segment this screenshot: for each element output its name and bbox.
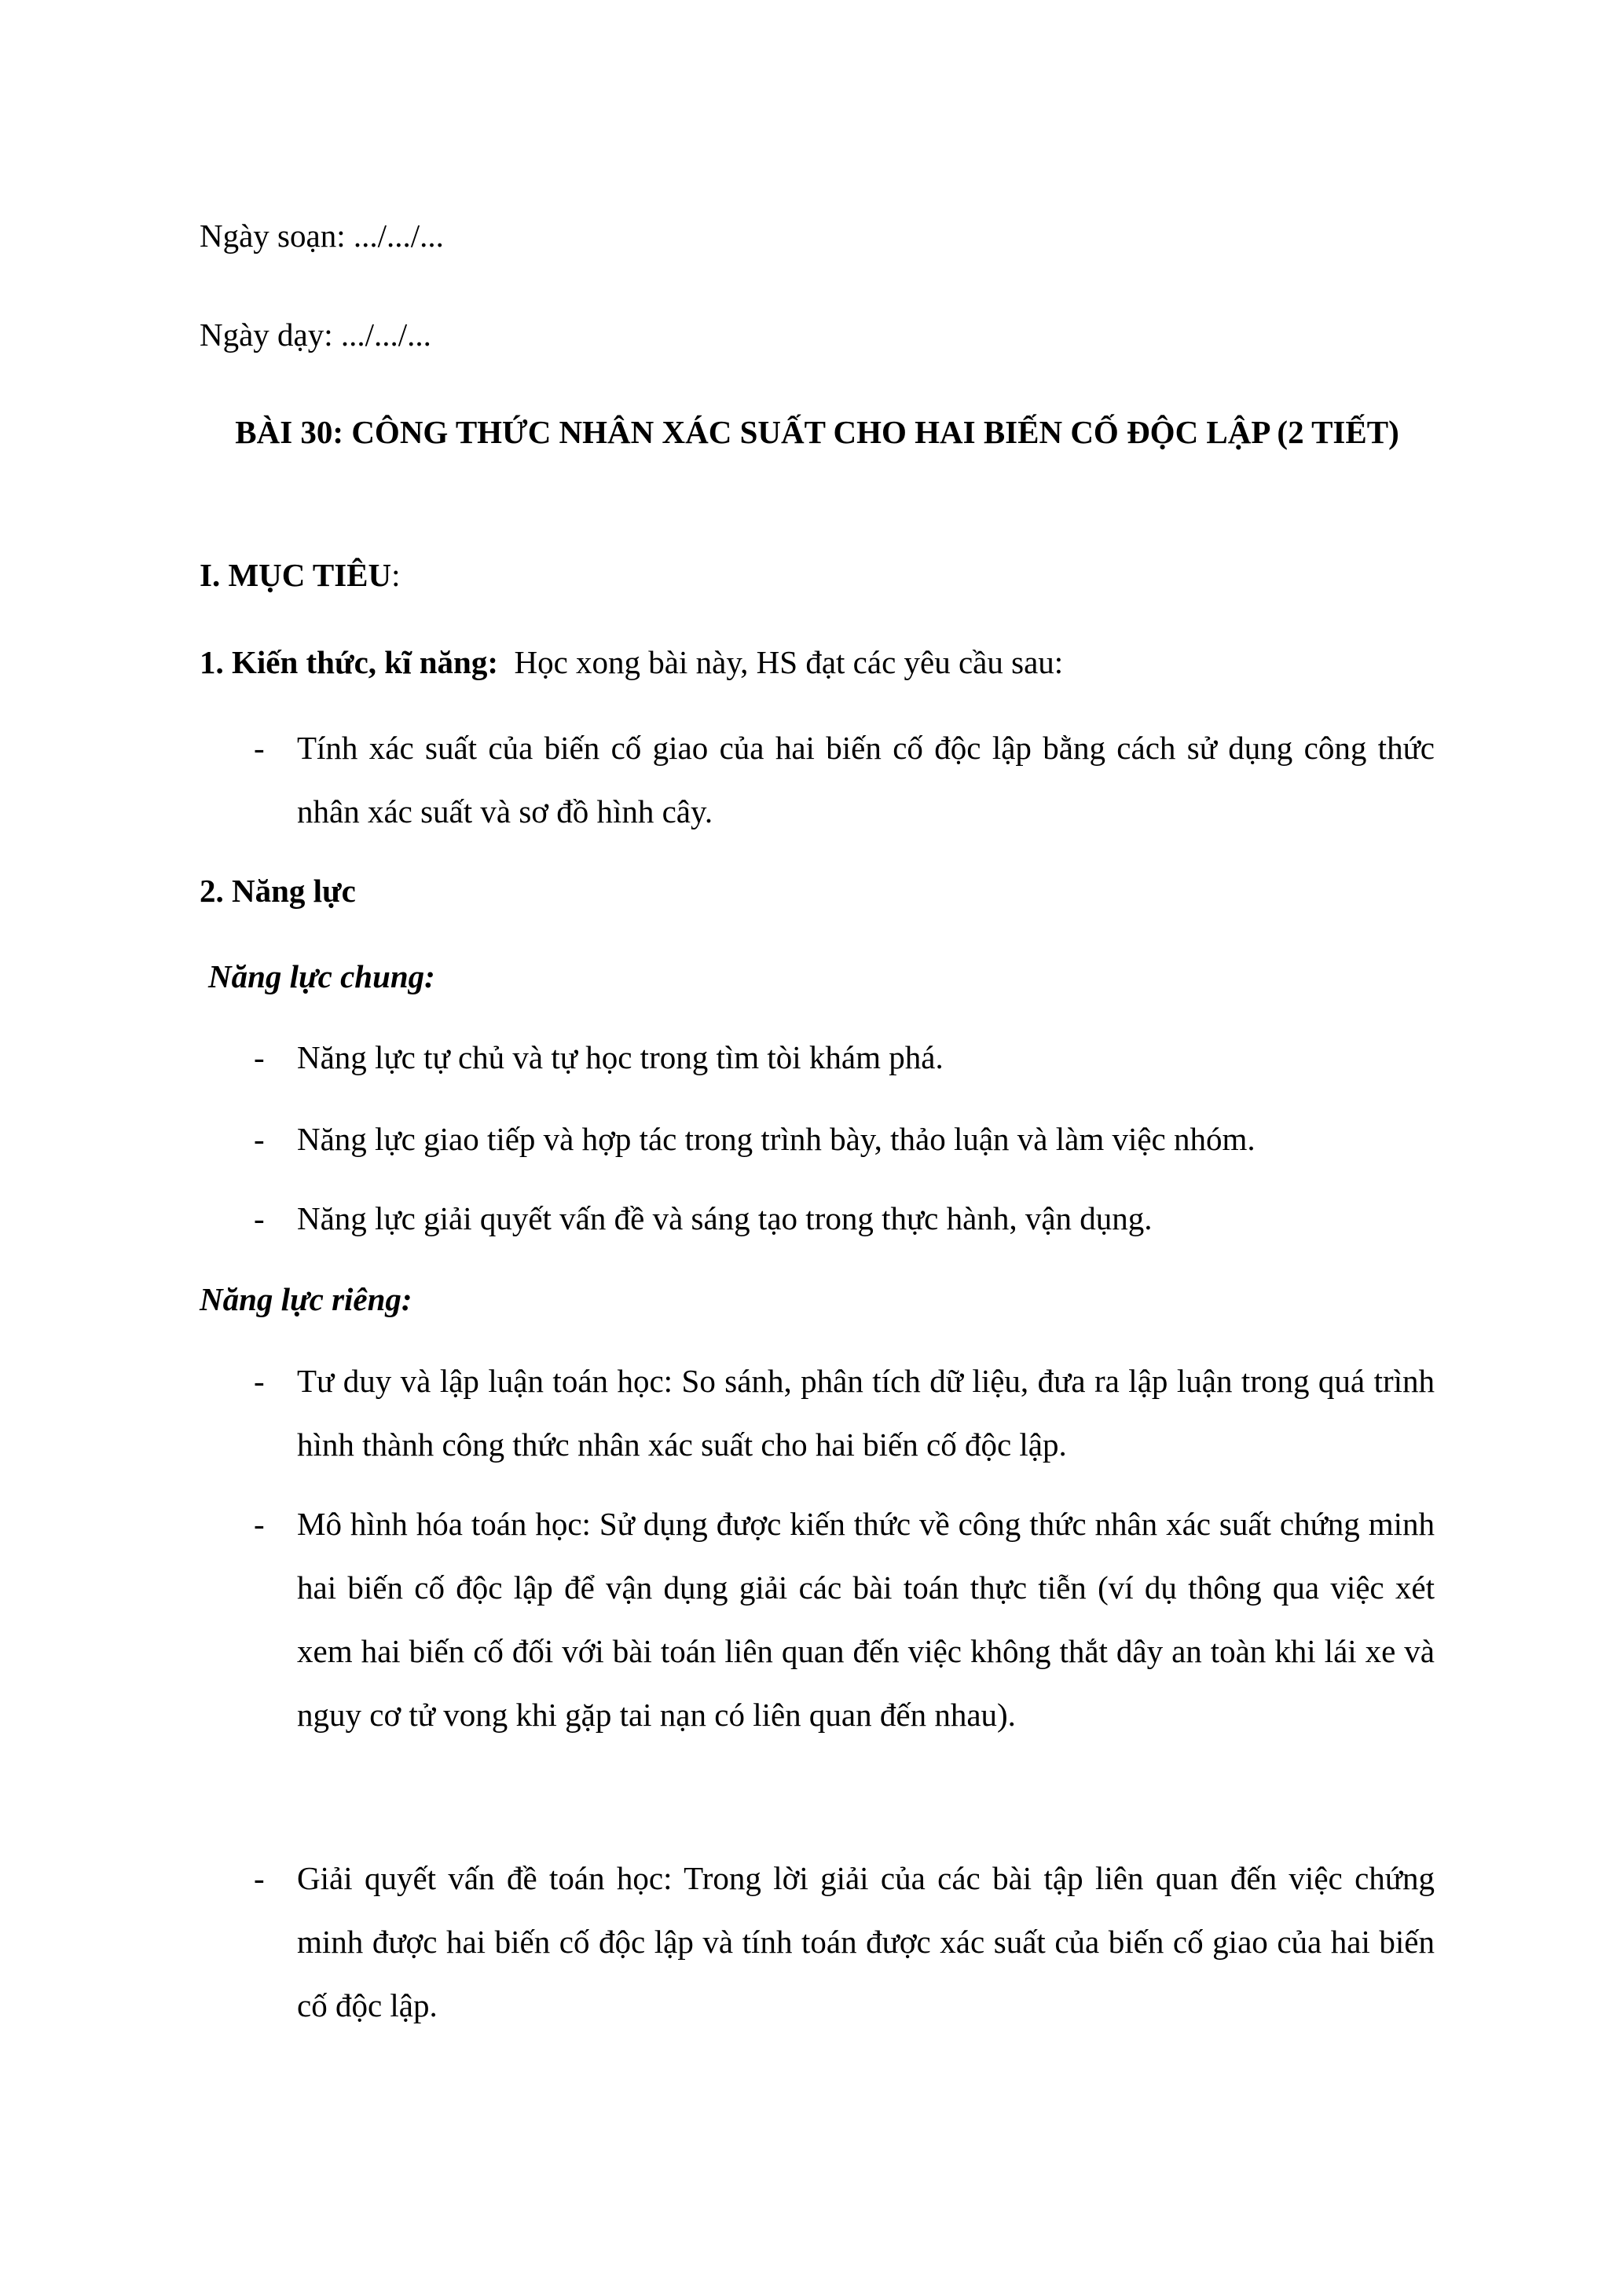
list-item <box>200 716 1435 844</box>
list-item <box>200 1847 1435 2038</box>
prep-date: Ngày soạn: .../.../... <box>200 218 444 254</box>
list-item-text: Tính xác suất của biến cố giao của hai biến cố độc lập bằng cách sử dụng công thức nhân xác suất và sơ đồ hình cây. <box>297 730 1435 829</box>
list-item-text: Năng lực giao tiếp và hợp tác trong trình bày, thảo luận và làm việc nhóm. <box>297 1121 1256 1157</box>
list-item-text: Năng lực tự chủ và tự học trong tìm tòi khám phá. <box>297 1039 944 1075</box>
list-item <box>200 1108 1435 1171</box>
colon: : <box>391 557 401 593</box>
bullet: - <box>254 730 265 766</box>
bullet: - <box>254 1506 265 1542</box>
list-item <box>200 1187 1435 1251</box>
knowledge-heading <box>200 631 1435 694</box>
bullet: - <box>254 1200 265 1236</box>
knowledge-intro: Học xong bài này, HS đạt các yêu cầu sau: <box>514 644 1064 680</box>
list-item-text: Giải quyết vấn đề toán học: Trong lời giải của các bài tập liên quan đến việc chứng minh được hai biến cố độc lập và tính toán được xác suất của biến cố giao của hai biến cố độc lập. <box>297 1860 1435 2023</box>
list-item-text: Mô hình hóa toán học: Sử dụng được kiến thức về công thức nhân xác suất chứng minh hai biến cố độc lập để vận dụng giải các bài toán thực tiễn (ví dụ thông qua việc xét xem hai biến cố đối với bài toán liên quan đến việc không thắt dây an toàn khi lái xe và nguy cơ tử vong khi gặp tai nạn có liên quan đến nhau). <box>297 1506 1435 1733</box>
section-objectives-heading <box>200 544 1435 607</box>
bullet: - <box>254 1860 265 1896</box>
objectives-label: I. MỤC TIÊU <box>200 557 392 593</box>
bullet: - <box>254 1363 265 1399</box>
lesson-title: BÀI 30: CÔNG THỨC NHÂN XÁC SUẤT CHO HAI BIẾN CỐ ĐỘC LẬP (2 TIẾT) <box>235 414 1399 450</box>
specific-competence-heading: Năng lực riêng: <box>200 1281 412 1317</box>
list-item <box>200 1492 1435 1747</box>
general-competence-heading: Năng lực chung: <box>208 958 435 994</box>
list-item-text: Tư duy và lập luận toán học: So sánh, phân tích dữ liệu, đưa ra lập luận trong quá trình hình thành công thức nhân xác suất cho hai biến cố độc lập. <box>297 1363 1435 1463</box>
list-item <box>200 1349 1435 1477</box>
bullet: - <box>254 1121 265 1157</box>
list-item-text: Năng lực giải quyết vấn đề và sáng tạo trong thực hành, vận dụng. <box>297 1200 1153 1236</box>
teach-date: Ngày dạy: .../.../... <box>200 317 431 353</box>
knowledge-label: 1. Kiến thức, kĩ năng: <box>200 644 498 680</box>
competence-heading: 2. Năng lực <box>200 873 356 909</box>
list-item <box>200 1026 1435 1089</box>
bullet: - <box>254 1039 265 1075</box>
